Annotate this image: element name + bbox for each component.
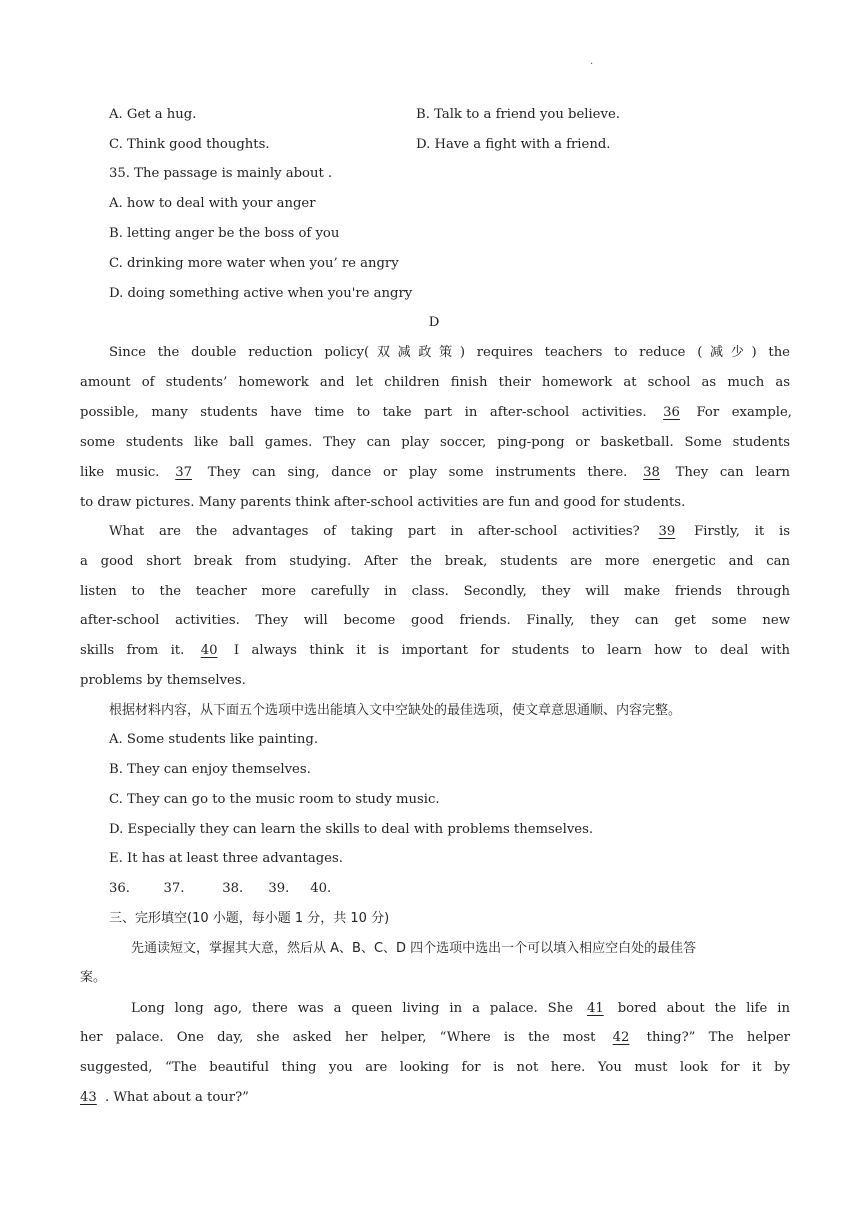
d-p1-line-6: to draw pictures. Many parents think after-school activities are fun and good for students. bbox=[80, 495, 686, 510]
d-p1-line-5: like music. 37 They can sing, dance or play some instruments there. 38 They can learn bbox=[80, 465, 790, 480]
q34-option-a: A. Get a hug. bbox=[109, 107, 197, 122]
d-instruction: 根据材料内容，从下面五个选项中选出能填入文中空缺处的最佳选项，使文章意思通顺、内容完整。 bbox=[109, 703, 682, 718]
blank-38: 38 bbox=[643, 465, 660, 480]
section3-instruction-1: 先通读短文，掌握其大意，然后从 A、B、C、D 四个选项中选出一个可以填入相应空白处的最佳答 bbox=[131, 941, 697, 956]
q35-option-c: C. drinking more water when you’ re angry bbox=[109, 256, 399, 271]
section3-instruction-2: 案。 bbox=[80, 970, 107, 985]
q35-option-d: D. doing something active when you're angry bbox=[109, 286, 413, 301]
blank-43: 43 bbox=[80, 1090, 97, 1105]
d-p2-line-5: skills from it. 40 I always think it is important for students to learn how to deal with bbox=[80, 643, 791, 658]
d-option-a: A. Some students like painting. bbox=[109, 732, 319, 747]
blank-41: 41 bbox=[586, 1001, 604, 1016]
q34-option-c: C. Think good thoughts. bbox=[109, 137, 270, 152]
q34-option-b: B. Talk to a friend you believe. bbox=[416, 107, 620, 122]
section-d-title: D bbox=[428, 315, 440, 330]
d-p1-line-1: Since the double reduction policy(双减政策) requires teachers to reduce (减少) the bbox=[109, 345, 790, 360]
d-answer-numbers: 36. 37. 38. 39. 40. bbox=[109, 881, 332, 896]
d-p1-line-2: amount of students’ homework and let children finish their homework at school as much as bbox=[80, 375, 790, 390]
d-option-c: C. They can go to the music room to study music. bbox=[109, 792, 440, 807]
blank-40: 40 bbox=[200, 643, 218, 658]
q34-option-d: D. Have a fight with a friend. bbox=[416, 137, 611, 152]
blank-36: 36 bbox=[663, 405, 680, 420]
d-option-d: D. Especially they can learn the skills to deal with problems themselves. bbox=[109, 822, 594, 837]
cloze-line-1: Long long ago, there was a queen living in a palace. She 41 bored about the life in bbox=[131, 1001, 790, 1016]
d-p2-line-6: problems by themselves. bbox=[80, 673, 246, 688]
d-p1-line-3: possible, many students have time to take part in after-school activities. 36 For example, bbox=[80, 405, 792, 420]
d-p2-line-4: after-school activities. They will become good friends. Finally, they can get some new bbox=[80, 613, 790, 628]
blank-37: 37 bbox=[175, 465, 193, 480]
d-option-b: B. They can enjoy themselves. bbox=[109, 762, 311, 777]
q35-option-b: B. letting anger be the boss of you bbox=[109, 226, 340, 241]
blank-39: 39 bbox=[658, 524, 676, 539]
q35-stem: 35. The passage is mainly about . bbox=[109, 166, 333, 181]
d-p2-line-1: What are the advantages of taking part in after-school activities? 39 Firstly, it is bbox=[109, 524, 790, 539]
header-dot: . bbox=[590, 56, 594, 67]
d-p2-line-2: a good short break from studying. After the break, students are more energetic and can bbox=[80, 554, 790, 569]
cloze-line-2: her palace. One day, she asked her helper, “Where is the most 42 thing?” The helper bbox=[80, 1030, 790, 1045]
d-option-e: E. It has at least three advantages. bbox=[109, 851, 343, 866]
cloze-line-4: 43 . What about a tour?” bbox=[80, 1090, 249, 1105]
d-p2-line-3: listen to the teacher more carefully in class. Secondly, they will make friends through bbox=[80, 584, 790, 599]
section3-heading: 三、完形填空(10 小题，每小题 1 分，共 10 分) bbox=[109, 911, 390, 926]
d-p1-line-4: some students like ball games. They can play soccer, ping-pong or basketball. Some students bbox=[80, 435, 790, 450]
q35-option-a: A. how to deal with your anger bbox=[109, 196, 316, 211]
cloze-line-3: suggested, “The beautiful thing you are looking for is not here. You must look for it by bbox=[80, 1060, 790, 1075]
blank-42: 42 bbox=[612, 1030, 630, 1045]
